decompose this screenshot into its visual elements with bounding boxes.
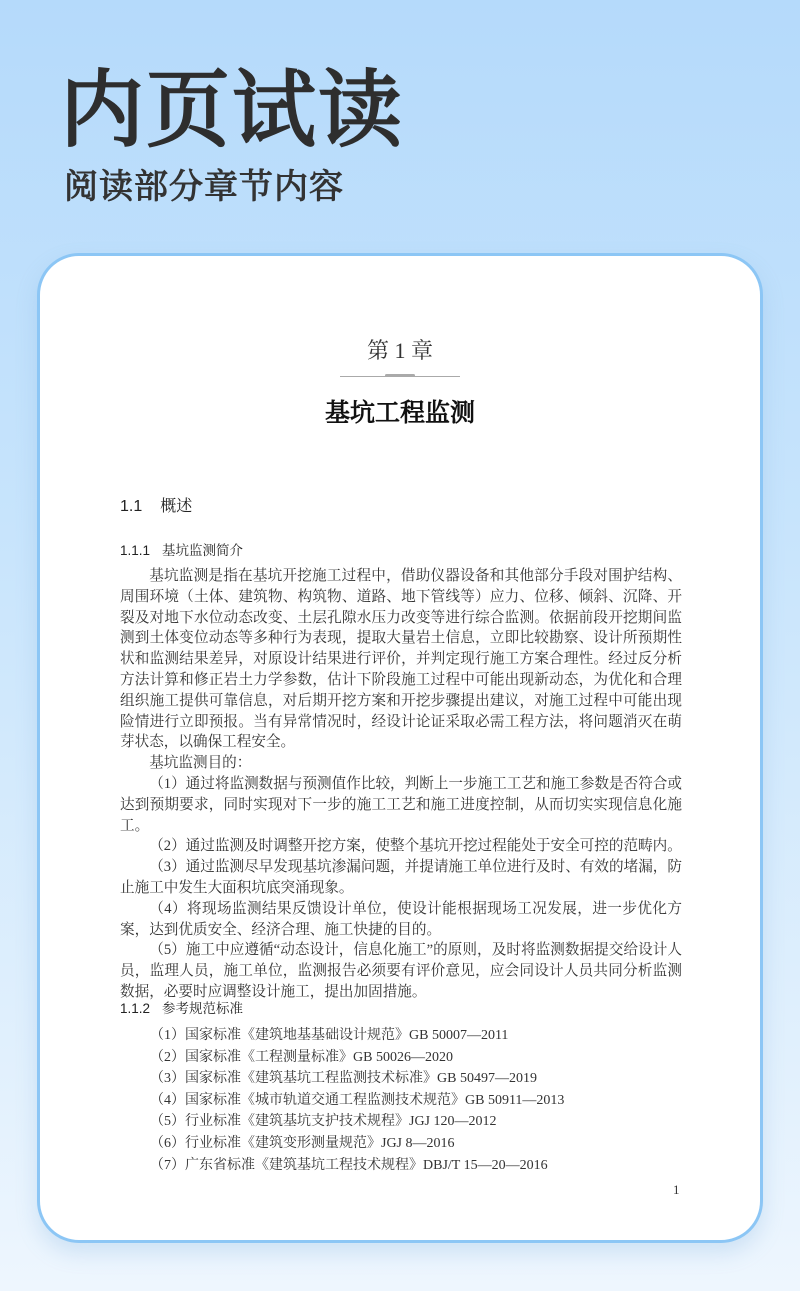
reference-list (150, 1025, 564, 1176)
section-number: 1.1 (120, 498, 143, 515)
subsection-number: 1.1.1 (120, 543, 151, 558)
chapter-label: 第 1 章 (366, 338, 433, 363)
chapter-title: 基坑工程监测 (324, 400, 475, 427)
paragraph: （3）通过监测尽早发现基坑渗漏问题，并提请施工单位进行及时、有效的堵漏，防止施工中发生大面积坑底突涌现象。 (120, 859, 682, 896)
paragraph: （4）将现场监测结果反馈设计单位，使设计能根据现场工况发展，进一步优化方案，达到优质安全、经济合理、施工快捷的目的。 (120, 900, 682, 938)
section-heading (120, 493, 192, 516)
subsection-number: 1.1.2 (120, 1001, 151, 1016)
reference-item: （6）行业标准《建筑变形测量规范》JGJ 8—2016 (150, 1135, 455, 1151)
subsection-title: 参考规范标准 (162, 1001, 244, 1016)
section-title: 概述 (160, 498, 193, 515)
subsection-heading-1 (120, 539, 243, 559)
reference-item: （5）行业标准《建筑基坑支护技术规程》JGJ 120—2012 (150, 1114, 497, 1130)
reference-item: （4）国家标准《城市轨道交通工程监测技术规范》GB 50911—2013 (150, 1092, 565, 1108)
hero-title: 内页试读 (60, 63, 405, 157)
reference-item: （2）国家标准《工程测量标准》GB 50026—2020 (150, 1049, 453, 1065)
paragraph: 基坑监测是指在基坑开挖施工过程中，借助仪器设备和其他部分手段对围护结构、周围环境（土体、建筑物、构筑物、道路、地下管线等）应力、位移、倾斜、沉降、开裂及对地下水位动态改变、土层孔隙水压力改变等进行综合监测。依据前段开挖期间监测到土体变位动态等多种行为表现，提取大量岩土信息，立即比较勘察、设计所预期性状和监测结果差异，对原设计结果进行评价，并判定现行施工方案合理性。经过反分析方法计算和修正岩土力学参数，估计下阶段施工过程中可能出现新动态，为优化和合理组织施工提供可靠信息，对后期开挖方案和开挖步骤提出建议，对施工过程中可能出现险情进行立即预报。当有异常情况时，经设计论证采取必需工程方法，将问题消灭在萌芽状态，以确保工程安全。 (120, 568, 682, 751)
reference-item: （7）广东省标准《建筑基坑工程技术规程》DBJ/T 15—20—2016 (150, 1157, 548, 1173)
subsection-title: 基坑监测简介 (162, 543, 244, 558)
reference-item: （1）国家标准《建筑地基基础设计规范》GB 50007—2011 (150, 1028, 509, 1043)
paragraph: （5）施工中应遵循“动态设计，信息化施工”的原则，及时将监测数据提交给设计人员，监理人员，施工单位，监测报告必须要有评价意见，应会同设计人员共同分析监测数据，必要时应调整设计施工，提出加固措施。 (120, 942, 682, 1000)
page-number: 1 (673, 1182, 680, 1197)
hero-subtitle: 阅读部分章节内容 (64, 168, 344, 206)
chapter-divider (340, 376, 460, 377)
subsection-heading-2 (120, 997, 243, 1017)
paragraph: （2）通过监测及时调整开挖方案，使整个基坑开挖过程能处于安全可控的范畴内。 (149, 838, 682, 855)
paragraph: 基坑监测目的： (149, 755, 252, 772)
reference-item: （3）国家标准《建筑基坑工程监测技术标准》GB 50497—2019 (150, 1071, 537, 1087)
paragraph: （1）通过将监测数据与预测值作比较，判断上一步施工工艺和施工参数是否符合或达到预期要求，同时实现对下一步的施工工艺和施工进度控制，从而切实实现信息化施工。 (120, 775, 682, 834)
body-text (120, 566, 682, 1003)
